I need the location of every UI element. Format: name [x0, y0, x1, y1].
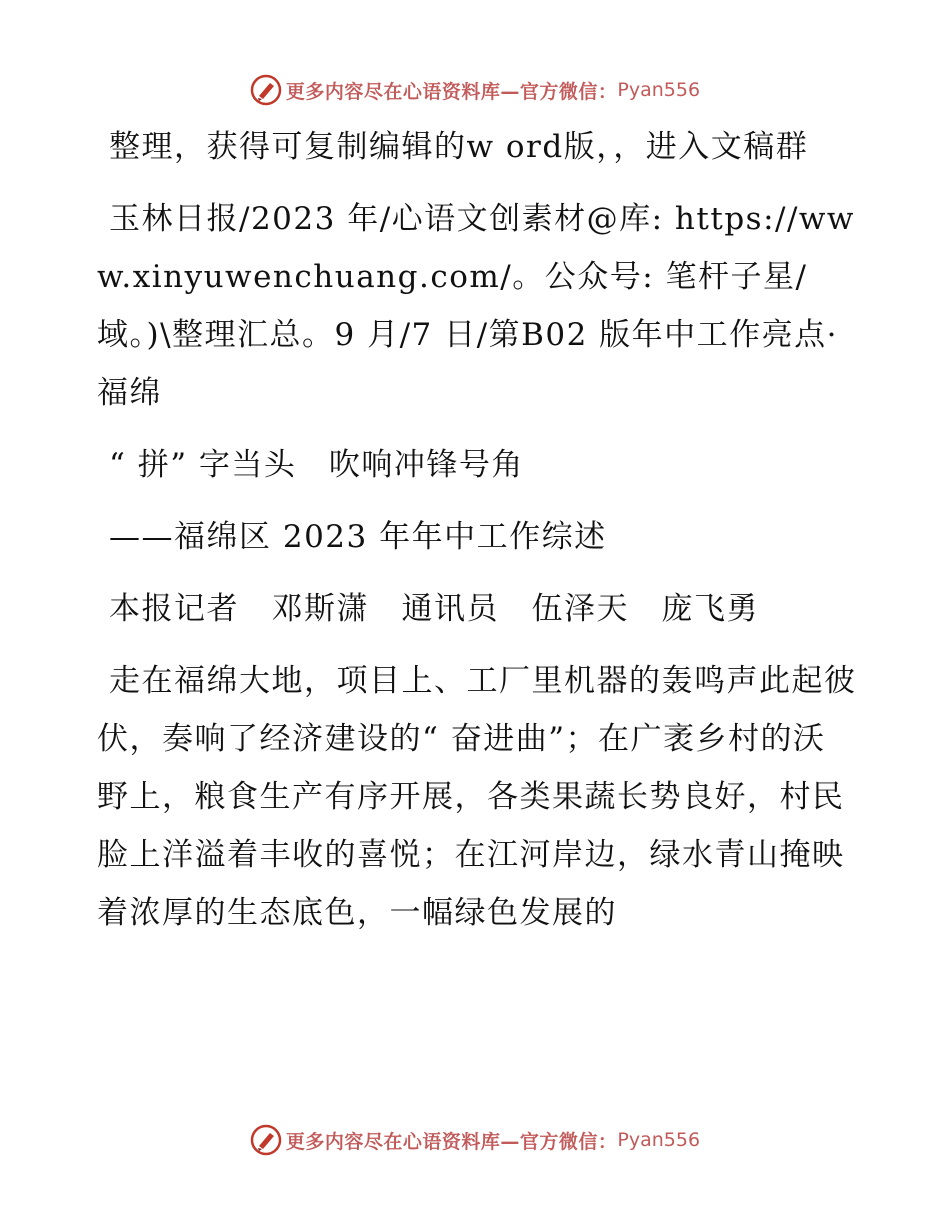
- header-banner: [0, 70, 950, 110]
- article-subheadline: ——福绵区 2023 年年中工作综述: [109, 519, 607, 555]
- footer-banner: [0, 1120, 950, 1160]
- article-headline: “ 拼” 字当头 吹响冲锋号角: [109, 447, 524, 483]
- brand-logo-icon: [250, 74, 282, 106]
- source-paragraph: 玉林日报/2023 年/心语文创素材@库: https://www.xinyuwenchuang.com/。公众号: 笔杆子星/域。)\整理汇总。9 月/7 日/第B02 版年中工作亮点· 福绵: [97, 201, 855, 411]
- brand-logo-icon: [250, 1124, 282, 1156]
- footer-wechat-id: Pyan556: [617, 1129, 701, 1151]
- article-body: 走在福绵大地，项目上、工厂里机器的轰鸣声此起彼伏，奏响了经济建设的“ 奋进曲”；在广袤乡村的沃野上，粮食生产有序开展，各类果蔬长势良好，村民脸上洋溢着丰收的喜悦；在江河岸边，绿水青山掩映着浓厚的生态底色，一幅绿色发展的: [97, 663, 857, 931]
- article-byline: 本报记者 邓斯潇 通讯员 伍泽天 庞飞勇: [109, 591, 759, 627]
- header-wechat-id: Pyan556: [617, 79, 701, 101]
- intro-paragraph: 整理，获得可复制编辑的w ord版，，进入文稿群: [109, 129, 809, 165]
- footer-banner-text: 更多内容尽在心语资料库—官方微信：: [285, 1130, 618, 1153]
- document-body: [97, 118, 857, 956]
- header-banner-text: 更多内容尽在心语资料库—官方微信：: [285, 80, 618, 103]
